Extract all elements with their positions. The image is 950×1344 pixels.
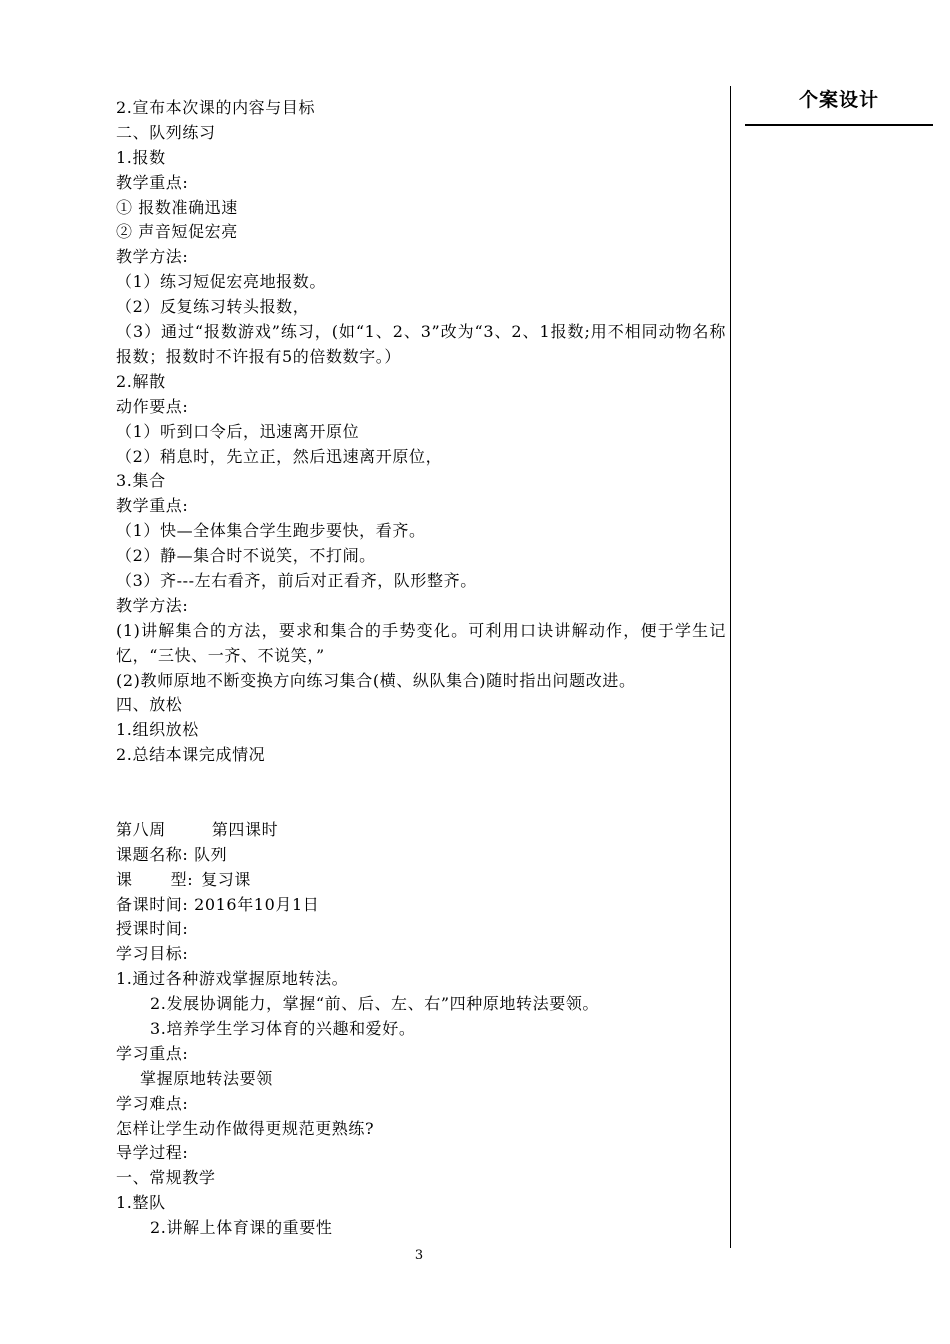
document-body <box>116 96 726 1241</box>
text-line: 2.总结本课完成情况 <box>116 745 266 765</box>
text-line: （1）练习短促宏亮地报数。 <box>116 272 326 292</box>
text-line: （1）快—全体集合学生跑步要快，看齐。 <box>116 521 426 541</box>
text-line: 3.集合 <box>116 471 166 491</box>
page-number: 3 <box>414 1248 424 1263</box>
section-heading: 一、常规教学 <box>116 1168 216 1188</box>
text-line: （3）齐---左右看齐，前后对正看齐，队形整齐。 <box>116 570 477 590</box>
text-paragraph: （3）通过“报数游戏”练习，(如“1、2、3”改为“3、2、1报数;用不相同动物名称报数；报数时不许报有5的倍数数字。） <box>116 322 726 366</box>
difficulty-title: 学习难点: <box>116 1093 189 1113</box>
process-title: 导学过程: <box>116 1143 189 1163</box>
section-heading: 二、队列练习 <box>116 122 216 142</box>
text-line: 2.宣布本次课的内容与目标 <box>116 98 316 117</box>
step-item: 1.整队 <box>116 1193 166 1213</box>
text-line: 2.解散 <box>116 371 166 391</box>
text-line: (2)教师原地不断变换方向练习集合(横、纵队集合)随时指出问题改进。 <box>116 670 636 690</box>
text-line: （1）听到口令后，迅速离开原位 <box>116 421 360 441</box>
lesson-header <box>116 818 726 843</box>
goals-title: 学习目标: <box>116 944 189 964</box>
key-text: 掌握原地转法要领 <box>140 1068 273 1088</box>
text-line: 动作要点: <box>116 396 189 416</box>
section-heading: 四、放松 <box>116 695 183 715</box>
prep-time: 备课时间: 2016年10月1日 <box>116 894 320 914</box>
goal-item: 2.发展协调能力，掌握“前、后、左、右”四种原地转法要领。 <box>150 994 600 1014</box>
text-line: （2）稍息时，先立正，然后迅速离开原位， <box>116 446 443 466</box>
goal-item: 3.培养学生学习体育的兴趣和爱好。 <box>150 1019 416 1039</box>
step-item: 2.讲解上体育课的重要性 <box>150 1218 333 1238</box>
side-title-underline <box>745 124 933 126</box>
text-line: 1.组织放松 <box>116 720 199 740</box>
lesson-topic: 课题名称: 队列 <box>116 844 228 864</box>
text-line: 1.报数 <box>116 147 166 167</box>
spacer <box>116 768 726 818</box>
period-label: 第四课时 <box>211 819 279 839</box>
text-line: ① 报数准确迅速 <box>116 197 238 217</box>
teach-time: 授课时间: <box>116 919 189 939</box>
key-title: 学习重点: <box>116 1043 189 1063</box>
text-line: ② 声音短促宏亮 <box>116 222 238 242</box>
text-line: 教学重点: <box>116 496 189 516</box>
side-column-title: 个案设计 <box>798 89 879 111</box>
difficulty-text: 怎样让学生动作做得更规范更熟练? <box>116 1118 375 1138</box>
text-line: 教学重点: <box>116 172 189 192</box>
goal-item: 1.通过各种游戏掌握原地转法。 <box>116 969 349 989</box>
lesson-type: 课 型: 复习课 <box>116 869 252 889</box>
lesson-type-value: 复习课 <box>201 869 252 889</box>
week-label: 第八周 <box>116 819 166 839</box>
text-paragraph: (1)讲解集合的方法，要求和集合的手势变化。可利用口诀讲解动作，便于学生记忆，“三快、一齐、不说笑，” <box>116 620 726 665</box>
text-line: 教学方法: <box>116 247 189 267</box>
column-divider <box>730 86 731 1248</box>
text-line: 教学方法: <box>116 595 189 615</box>
text-line: （2）静—集合时不说笑，不打闹。 <box>116 546 376 566</box>
text-line: （2）反复练习转头报数， <box>116 297 310 317</box>
